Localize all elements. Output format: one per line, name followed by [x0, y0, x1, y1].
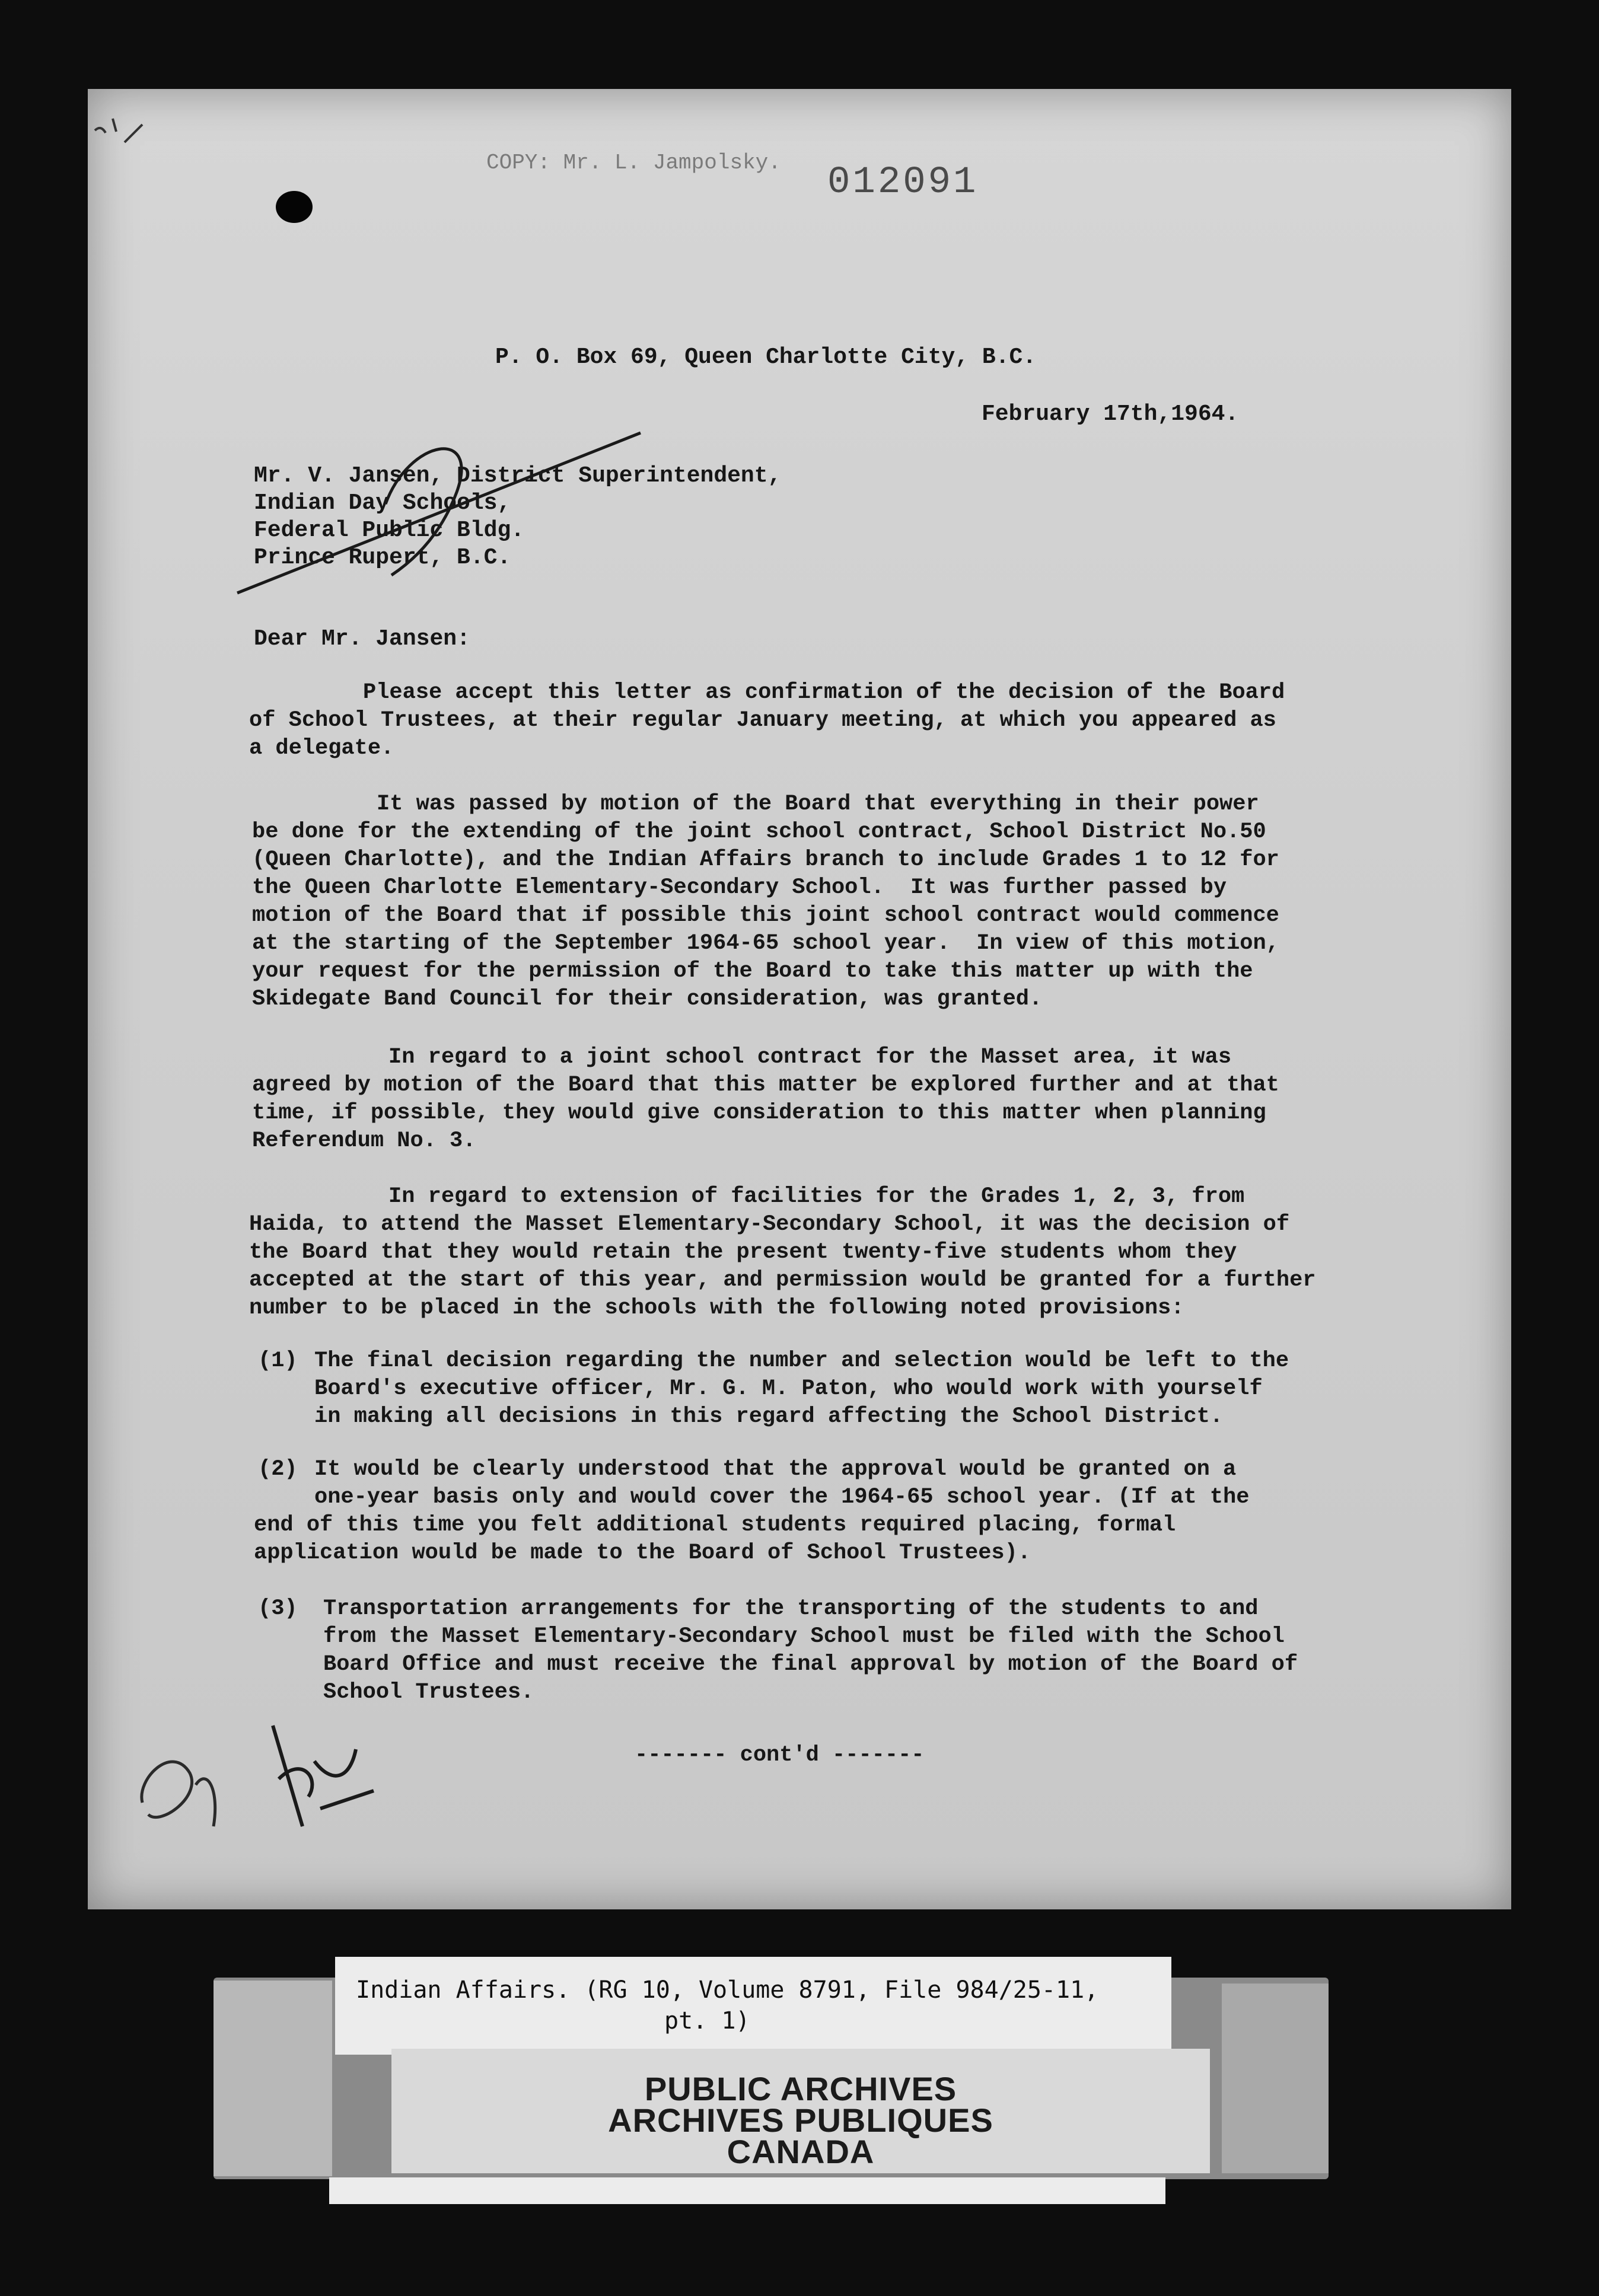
provision-number-2: (2) [258, 1457, 298, 1482]
copy-note: COPY: Mr. L. Jampolsky. [486, 151, 781, 175]
p1-line-2: of School Trustees, at their regular January meeting, at which you appeared as [249, 708, 1276, 733]
return-address: P. O. Box 69, Queen Charlotte City, B.C. [495, 345, 1037, 370]
p2-line-4: the Queen Charlotte Elementary-Secondary School. It was further passed by [252, 875, 1227, 900]
archive-tag-left-fold [214, 1981, 332, 2176]
p2-line-6: at the starting of the September 1964-65 school year. In view of this motion, [252, 931, 1279, 956]
recipient-line-2: Indian Day Schools, [254, 490, 511, 516]
p2-line-3: (Queen Charlotte), and the Indian Affairs branch to include Grades 1 to 12 for [252, 847, 1279, 872]
p3-line-2: agreed by motion of the Board that this matter be explored further and at that [252, 1073, 1279, 1098]
salutation: Dear Mr. Jansen: [254, 626, 470, 652]
continued-marker: ------- cont'd ------- [635, 1743, 925, 1768]
archive-bottom-strip [329, 2177, 1165, 2204]
p2-line-2: be done for the extending of the joint school contract, School District No.50 [252, 819, 1266, 844]
provision-3-line-2: from the Masset Elementary-Secondary School must be filed with the School [323, 1624, 1285, 1649]
provision-number-3: (3) [258, 1596, 298, 1621]
recipient-line-1: Mr. V. Jansen, District Superintendent, [254, 463, 782, 489]
provision-2-line-4: application would be made to the Board of School Trustees). [254, 1541, 1031, 1565]
p2-line-5: motion of the Board that if possible this joint school contract would commence [252, 903, 1279, 928]
p3-line-4: Referendum No. 3. [252, 1128, 476, 1153]
p4-line-4: accepted at the start of this year, and permission would be granted for a further [249, 1268, 1316, 1293]
recipient-line-3: Federal Public Bldg. [254, 518, 525, 543]
handwritten-initials [125, 1708, 380, 1850]
provision-2-line-1: It would be clearly understood that the approval would be granted on a [314, 1457, 1237, 1482]
p3-line-1: In regard to a joint school contract for the Masset area, it was [388, 1045, 1232, 1070]
corner-pencil-mark [89, 107, 172, 160]
p2-line-7: your request for the permission of the Board to take this matter up with the [252, 959, 1253, 984]
file-number: 012091 [827, 161, 979, 204]
p2-line-8: Skidegate Band Council for their consideration, was granted. [252, 987, 1043, 1012]
p3-line-3: time, if possible, they would give consideration to this matter when planning [252, 1101, 1266, 1125]
recipient-line-4: Prince Rupert, B.C. [254, 545, 511, 570]
provision-1-line-1: The final decision regarding the number and selection would be left to the [314, 1348, 1289, 1373]
archive-reference-line-2: pt. 1) [664, 2007, 750, 2034]
p4-line-1: In regard to extension of facilities for the Grades 1, 2, 3, from [388, 1184, 1245, 1209]
provision-3-line-4: School Trustees. [323, 1680, 534, 1705]
archive-reference-line-1: Indian Affairs. (RG 10, Volume 8791, File 984/25-11, [356, 1976, 1099, 2004]
provision-3-line-3: Board Office and must receive the final approval by motion of the Board of [323, 1652, 1298, 1677]
p4-line-3: the Board that they would retain the present twenty-five students whom they [249, 1240, 1237, 1265]
provision-number-1: (1) [258, 1348, 298, 1373]
provision-2-line-3: end of this time you felt additional students required placing, formal [254, 1513, 1176, 1538]
provision-1-line-2: Board's executive officer, Mr. G. M. Paton, who would work with yourself [314, 1376, 1263, 1401]
handwritten-strike-mark [231, 427, 658, 605]
p4-line-2: Haida, to attend the Masset Elementary-Secondary School, it was the decision of [249, 1212, 1290, 1237]
p1-line-3: a delegate. [249, 736, 394, 761]
provision-1-line-3: in making all decisions in this regard affecting the School District. [314, 1404, 1224, 1429]
letter-date: February 17th,1964. [982, 401, 1239, 427]
archive-stamp-line-1: PUBLIC ARCHIVES [644, 2070, 957, 2107]
p4-line-5: number to be placed in the schools with the following noted provisions: [249, 1296, 1184, 1321]
archive-reference-text [356, 1975, 1098, 2036]
provision-2-line-2: one-year basis only and would cover the 1964-65 school year. (If at the [314, 1485, 1250, 1510]
archive-tag-right-fold [1222, 1984, 1329, 2173]
provision-3-line-1: Transportation arrangements for the transporting of the students to and [323, 1596, 1259, 1621]
archive-stamp-line-3: CANADA [727, 2133, 875, 2170]
p2-line-1: It was passed by motion of the Board that everything in their power [377, 792, 1259, 817]
p1-line-1: Please accept this letter as confirmation of the decision of the Board [363, 680, 1285, 705]
archive-stamp-line-2: ARCHIVES PUBLIQUES [608, 2102, 993, 2139]
punch-hole [276, 191, 313, 223]
